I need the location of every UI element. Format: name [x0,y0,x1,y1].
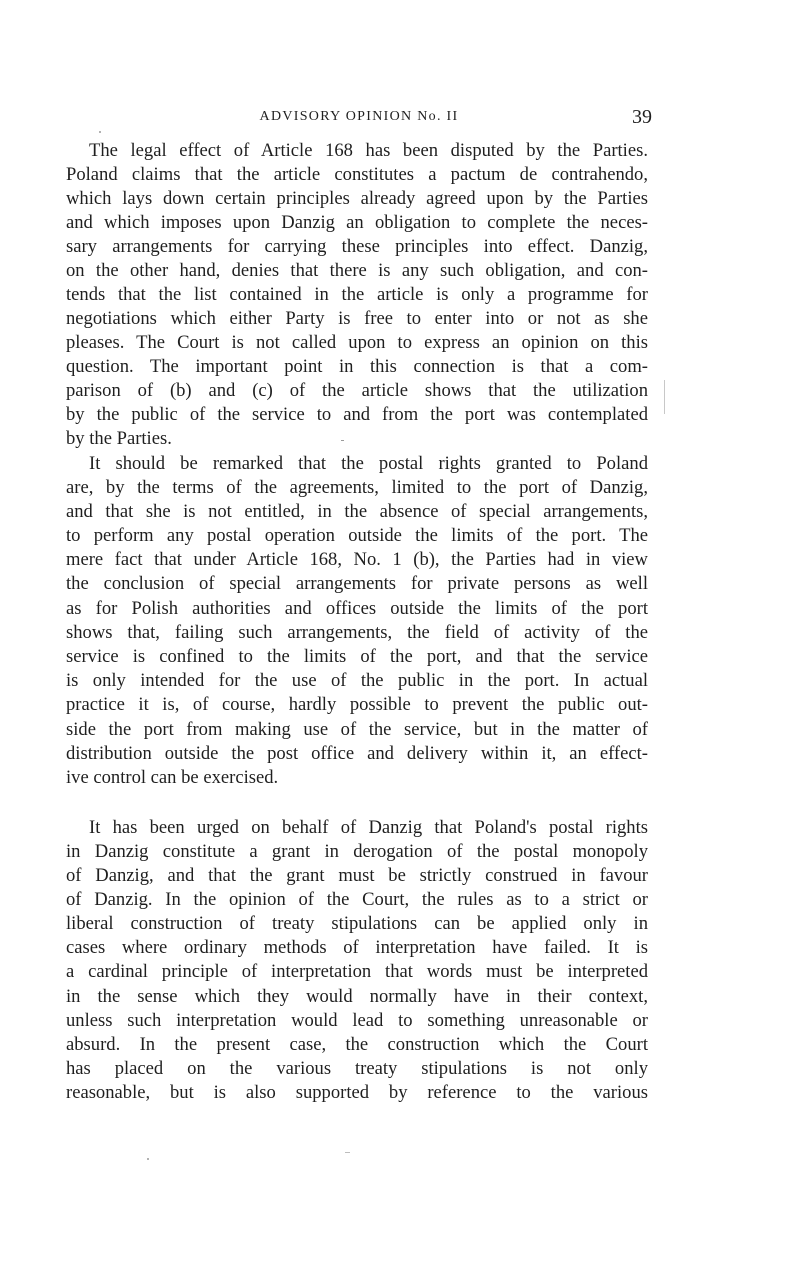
scan-speck [99,131,101,133]
header-title: ADVISORY OPINION No. II [259,109,459,124]
text-line: side the port from making use of the service, but in the matter of [66,719,648,740]
text-line: cases where ordinary methods of interpretation have failed. It is [66,937,648,958]
text-line: Poland claims that the article constitutes a pactum de contrahendo, [66,164,648,185]
text-line: parison of (b) and (c) of the article shows that the utilization [66,380,648,401]
text-line: has placed on the various treaty stipulations is not only [66,1058,648,1079]
text-line: and that she is not entitled, in the absence of special arrangements, [66,501,648,522]
text-line: a cardinal principle of interpretation that words must be interpreted [66,961,648,982]
text-line: absurd. In the present case, the construction which the Court [66,1034,648,1055]
text-line: sary arrangements for carrying these principles into effect. Danzig, [66,236,648,257]
text-line: It should be remarked that the postal rights granted to Poland [89,453,648,474]
text-line: service is confined to the limits of the port, and that the service [66,646,648,667]
text-line: The legal effect of Article 168 has been disputed by the Parties. [89,140,648,161]
text-line: is only intended for the use of the public in the port. In actual [66,670,648,691]
text-line: ive control can be exercised. [66,767,279,788]
text-line: on the other hand, denies that there is any such obligation, and con- [66,260,648,281]
text-line: liberal construction of treaty stipulations can be applied only in [66,913,648,934]
text-line: negotiations which either Party is free to enter into or not as she [66,308,648,329]
text-line: which lays down certain principles already agreed upon by the Parties [66,188,648,209]
text-line: of Danzig. In the opinion of the Court, the rules as to a strict or [66,889,648,910]
text-line: in the sense which they would normally have in their context, [66,986,648,1007]
text-line: by the public of the service to and from the port was contemplated [66,404,648,425]
text-line: reasonable, but is also supported by reference to the various [66,1082,648,1103]
text-line: pleases. The Court is not called upon to express an opinion on this [66,332,648,353]
text-line: in Danzig constitute a grant in derogation of the postal monopoly [66,841,648,862]
text-line: the conclusion of special arrangements for private persons as well [66,573,648,594]
text-line: It has been urged on behalf of Danzig that Poland's postal rights [89,817,648,838]
page-number: 39 [632,106,652,128]
scan-speck [664,380,665,414]
text-line: by the Parties. [66,428,172,449]
text-line: and which imposes upon Danzig an obligation to complete the neces- [66,212,648,233]
text-line: distribution outside the post office and delivery within it, an effect- [66,743,648,764]
running-header [66,107,652,131]
text-line: as for Polish authorities and offices outside the limits of the port [66,598,648,619]
text-line: unless such interpretation would lead to something unreasonable or [66,1010,648,1031]
text-line: shows that, failing such arrangements, the field of activity of the [66,622,648,643]
text-line: tends that the list contained in the article is only a programme for [66,284,648,305]
text-line: of Danzig, and that the grant must be strictly construed in favour [66,865,648,886]
text-line: practice it is, of course, hardly possible to prevent the public out- [66,694,648,715]
scan-speck [341,440,344,441]
text-line: to perform any postal operation outside the limits of the port. The [66,525,648,546]
text-line: question. The important point in this connection is that a com- [66,356,648,377]
text-line: mere fact that under Article 168, No. 1 (b), the Parties had in view [66,549,648,570]
scan-speck [147,1158,149,1160]
text-line: are, by the terms of the agreements, limited to the port of Danzig, [66,477,648,498]
scan-speck [345,1152,350,1153]
